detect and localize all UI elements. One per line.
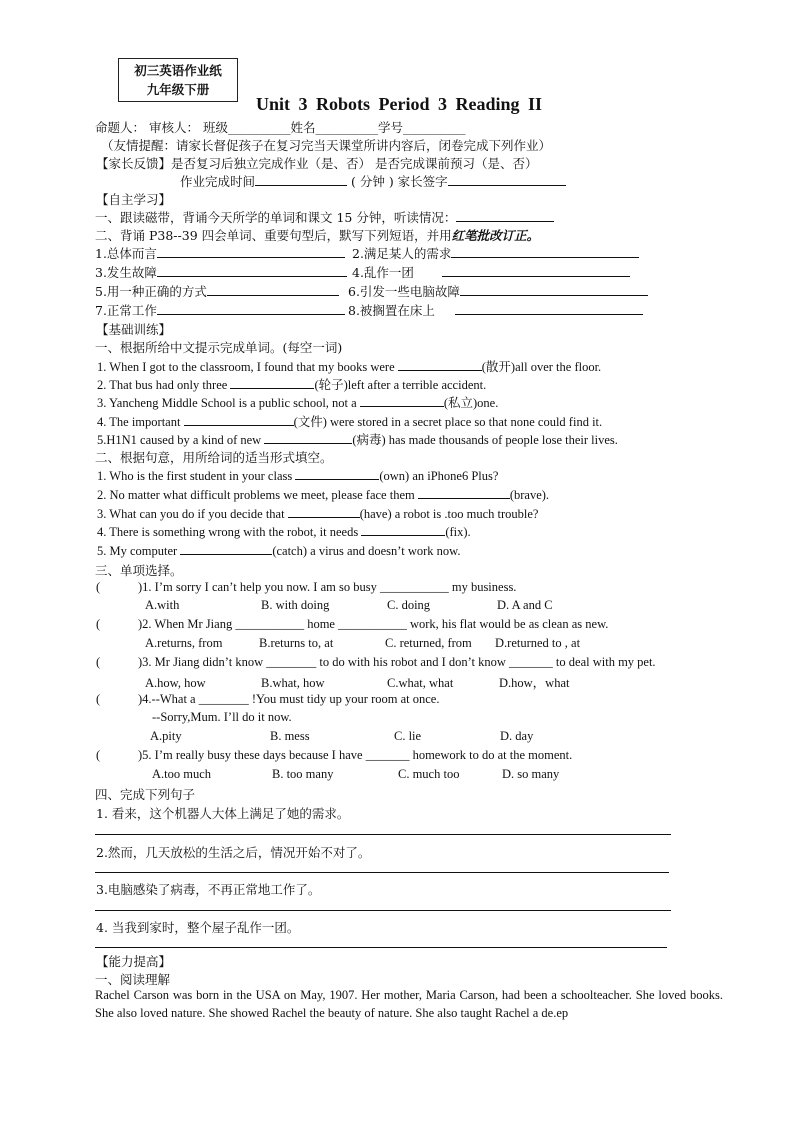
mc-4-paren[interactable]: ( [96, 692, 101, 706]
phrase-1-text: 1.总体而言 [95, 246, 157, 261]
p1-q5-a: 5.H1N1 caused by a kind of new [97, 433, 265, 447]
sign-label: ( 分钟 ) 家长签字 [351, 174, 448, 189]
mc-1-opt-d: D. A and C [497, 598, 553, 612]
phrase-2-blank[interactable] [451, 245, 639, 258]
p2-q5-a: 5. My computer [97, 544, 181, 558]
page-title: Unit 3 Robots Period 3 Reading II [256, 94, 543, 114]
p1-q2-a: 2. That bus had only three [97, 378, 231, 392]
mc-2-opt-a: A.returns, from [145, 636, 223, 650]
time-blank[interactable] [255, 173, 347, 186]
mc-2-opt-c: C. returned, from [385, 636, 472, 650]
mc-1-options [145, 598, 553, 613]
mc-2-opt-b: B.returns to, at [259, 636, 334, 650]
p2-q5-blank[interactable] [180, 542, 272, 555]
p2-q4-a: 4. There is something wrong with the robot, it needs [97, 525, 362, 539]
mc-1-question: )1. I’m sorry I can’t help you now. I am so busy ___________ my business. [138, 580, 517, 594]
self-study-item2 [95, 226, 539, 244]
p2-q3-b: (have) a robot is .too much trouble? [359, 507, 539, 521]
p4-s1: 1. 看来，这个机器人大体上满足了她的需求。 [96, 806, 350, 821]
mc-5-question: )5. I’m really busy these days because I have _______ homework to do at the moment. [138, 748, 573, 762]
p4-s3-answer-line[interactable] [95, 910, 671, 911]
improve-part1-title: 一、阅读理解 [95, 972, 171, 987]
p1-q2-blank[interactable] [230, 376, 314, 389]
p2-q2-b: (brave). [509, 488, 550, 502]
time-label: 作业完成时间 [180, 174, 256, 189]
p1-q5-blank[interactable] [264, 431, 352, 444]
p1-q3-b: (私立)one. [443, 396, 499, 410]
mc-4-reply: --Sorry,Mum. I’ll do it now. [152, 710, 292, 724]
self-study-item1-text: 一、跟读磁带，背诵今天所学的单词和课文 15 分钟，听读情况： [95, 210, 457, 225]
p4-s4: 4. 当我到家时，整个屋子乱作一团。 [96, 920, 300, 935]
phrase-2 [352, 244, 639, 262]
box-line2: 九年级下册 [146, 82, 210, 97]
info-line3: 【家长反馈】是否复习后独立完成作业（是、否） 是否完成课前预习（是、否） [96, 156, 538, 171]
p1-q3-a: 3. Yancheng Middle School is a public school, not a [97, 396, 360, 410]
p2-q4-blank[interactable] [361, 523, 445, 536]
p1-q3-blank[interactable] [360, 394, 444, 407]
listen-blank[interactable] [456, 209, 554, 222]
mc-2-question: )2. When Mr Jiang ___________ home ___________ work, his flat would be as clean as new. [138, 617, 609, 631]
red-pen-note: 红笔批改订正。 [451, 228, 540, 243]
p1-q5-b: (病毒) has made thousands of people lose their lives. [352, 433, 618, 447]
phrase-7-blank[interactable] [157, 302, 345, 315]
mc-5 [96, 748, 572, 763]
phrase-5-blank[interactable] [207, 283, 339, 296]
header-box [118, 58, 238, 102]
phrase-4-text: 4.乱作一团 [352, 265, 414, 280]
mc-5-opt-d: D. so many [502, 767, 560, 781]
p2-q1-a: 1. Who is the first student in your class [97, 469, 296, 483]
p2-q2 [97, 486, 549, 503]
info-line4 [180, 172, 566, 190]
p2-q3-blank[interactable] [288, 505, 360, 518]
mc-5-opt-c: C. much too [398, 767, 460, 781]
p1-q3 [97, 393, 498, 411]
mc-2 [96, 617, 608, 632]
mc-4-opt-c: C. lie [394, 729, 422, 743]
p1-q1-b: (散开)all over the floor. [481, 360, 602, 374]
mc-3-question: )3. Mr Jiang didn’t know ________ to do with his robot and I don’t know _______ to deal with my pet. [138, 655, 656, 669]
phrase-7-text: 7.正常工作 [95, 303, 157, 318]
mc-1-opt-c: C. doing [387, 598, 431, 612]
phrase-8 [348, 301, 643, 319]
p2-q1-blank[interactable] [295, 467, 379, 480]
basic-part1-title: 一、根据所给中文提示完成单词。(每空一词) [95, 340, 343, 355]
p1-q4-a: 4. The important [97, 415, 184, 429]
mc-4 [96, 692, 439, 707]
mc-3 [96, 655, 656, 670]
mc-4-question: )4.--What a ________ !You must tidy up your room at once. [138, 692, 440, 706]
p2-q4-b: (fix). [445, 525, 471, 539]
p2-q2-a: 2. No matter what difficult problems we meet, please face them [97, 488, 418, 502]
p2-q5-b: (catch) a virus and doesn’t work now. [272, 544, 461, 558]
mc-3-opt-d: D.how，what [499, 676, 570, 690]
mc-3-paren[interactable]: ( [96, 655, 101, 669]
mc-2-opt-d: D.returned to , at [495, 636, 581, 650]
p4-s2-answer-line[interactable] [95, 872, 669, 873]
p1-q1 [97, 357, 601, 375]
p2-q3 [97, 505, 538, 522]
phrase-4-blank[interactable] [442, 264, 630, 277]
mc-2-paren[interactable]: ( [96, 617, 101, 631]
p1-q4 [97, 412, 602, 430]
p1-q2-b: (轮子)left after a terrible accident. [314, 378, 487, 392]
sign-blank[interactable] [448, 173, 566, 186]
self-study-item2-text: 二、背诵 P38--39 四会单词、重要句型后，默写下列短语，并用 [95, 228, 452, 243]
basic-part4-title: 四、完成下列句子 [95, 787, 196, 802]
p1-q5 [97, 430, 618, 448]
p1-q4-blank[interactable] [184, 413, 294, 426]
p2-q5 [97, 542, 460, 559]
p1-q4-b: (文件) were stored in a secret place so that none could find it. [293, 415, 603, 429]
section-improve: 【能力提高】 [96, 954, 172, 969]
reading-passage: Rachel Carson was born in the USA on May, 1907. Her mother, Maria Carson, had been a schoolteacher. She loved books. She also loved nature. She showed Rachel the beauty of nature. She also taught Rachel a de.ep [95, 988, 723, 1020]
p2-q1 [97, 467, 498, 484]
phrase-1 [95, 244, 345, 262]
phrase-7 [95, 301, 345, 319]
mc-5-options [152, 767, 559, 782]
mc-1-opt-b: B. with doing [261, 598, 330, 612]
mc-1-paren[interactable]: ( [96, 580, 101, 594]
mc-4-options [150, 729, 533, 744]
basic-part3-title: 三、单项选择。 [95, 563, 183, 578]
p2-q3-a: 3. What can you do if you decide that [97, 507, 288, 521]
phrase-4 [352, 263, 630, 281]
info-line2: （友情提醒：请家长督促孩子在复习完当天课堂所讲内容后，闭卷完成下列作业） [101, 138, 552, 153]
p2-q1-b: (own) an iPhone6 Plus? [379, 469, 499, 483]
mc-5-opt-b: B. too many [272, 767, 334, 781]
info-line1: 命题人： 审核人： 班级__________姓名__________学号__________ [95, 120, 466, 135]
phrase-3-blank[interactable] [157, 264, 347, 277]
p1-q1-a: 1. When I got to the classroom, I found that my books were [97, 360, 398, 374]
section-self-study: 【自主学习】 [96, 192, 172, 207]
mc-1 [96, 580, 516, 595]
p1-q1-blank[interactable] [398, 358, 482, 371]
phrase-8-blank[interactable] [455, 302, 643, 315]
phrase-2-text: 2.满足某人的需求 [352, 246, 452, 261]
mc-5-opt-a: A.too much [152, 767, 212, 781]
p4-s3: 3.电脑感染了病毒，不再正常地工作了。 [96, 882, 321, 897]
p4-s2: 2.然而，几天放松的生活之后，情况开始不对了。 [96, 845, 371, 860]
mc-4-opt-d: D. day [500, 729, 534, 743]
phrase-6-text: 6.引发一些电脑故障 [348, 284, 460, 299]
p4-s1-answer-line[interactable] [95, 834, 671, 835]
box-line1: 初三英语作业纸 [134, 63, 222, 78]
phrase-3 [95, 263, 347, 281]
phrase-1-blank[interactable] [157, 245, 345, 258]
phrase-3-text: 3.发生故障 [95, 265, 157, 280]
section-basic: 【基础训练】 [96, 322, 172, 337]
mc-4-opt-b: B. mess [270, 729, 310, 743]
phrase-8-text: 8.被搁置在床上 [348, 303, 435, 318]
self-study-item1 [95, 208, 554, 226]
p2-q4 [97, 523, 471, 540]
mc-4-opt-a: A.pity [150, 729, 182, 743]
p1-q2 [97, 375, 486, 393]
mc-3-opt-c: C.what, what [387, 676, 454, 690]
mc-3-opt-a: A.how, how [145, 676, 206, 690]
basic-part2-title: 二、根据句意，用所给词的适当形式填空。 [95, 450, 333, 465]
phrase-5 [95, 282, 339, 300]
mc-2-options [145, 636, 580, 651]
p4-s4-answer-line[interactable] [95, 947, 667, 948]
mc-3-opt-b: B.what, how [261, 676, 325, 690]
mc-3-options [145, 673, 569, 691]
p2-q2-blank[interactable] [418, 486, 510, 499]
phrase-5-text: 5.用一种正确的方式 [95, 284, 207, 299]
phrase-6-blank[interactable] [460, 283, 648, 296]
mc-1-opt-a: A.with [145, 598, 180, 612]
phrase-6 [348, 282, 648, 300]
mc-5-paren[interactable]: ( [96, 748, 101, 762]
